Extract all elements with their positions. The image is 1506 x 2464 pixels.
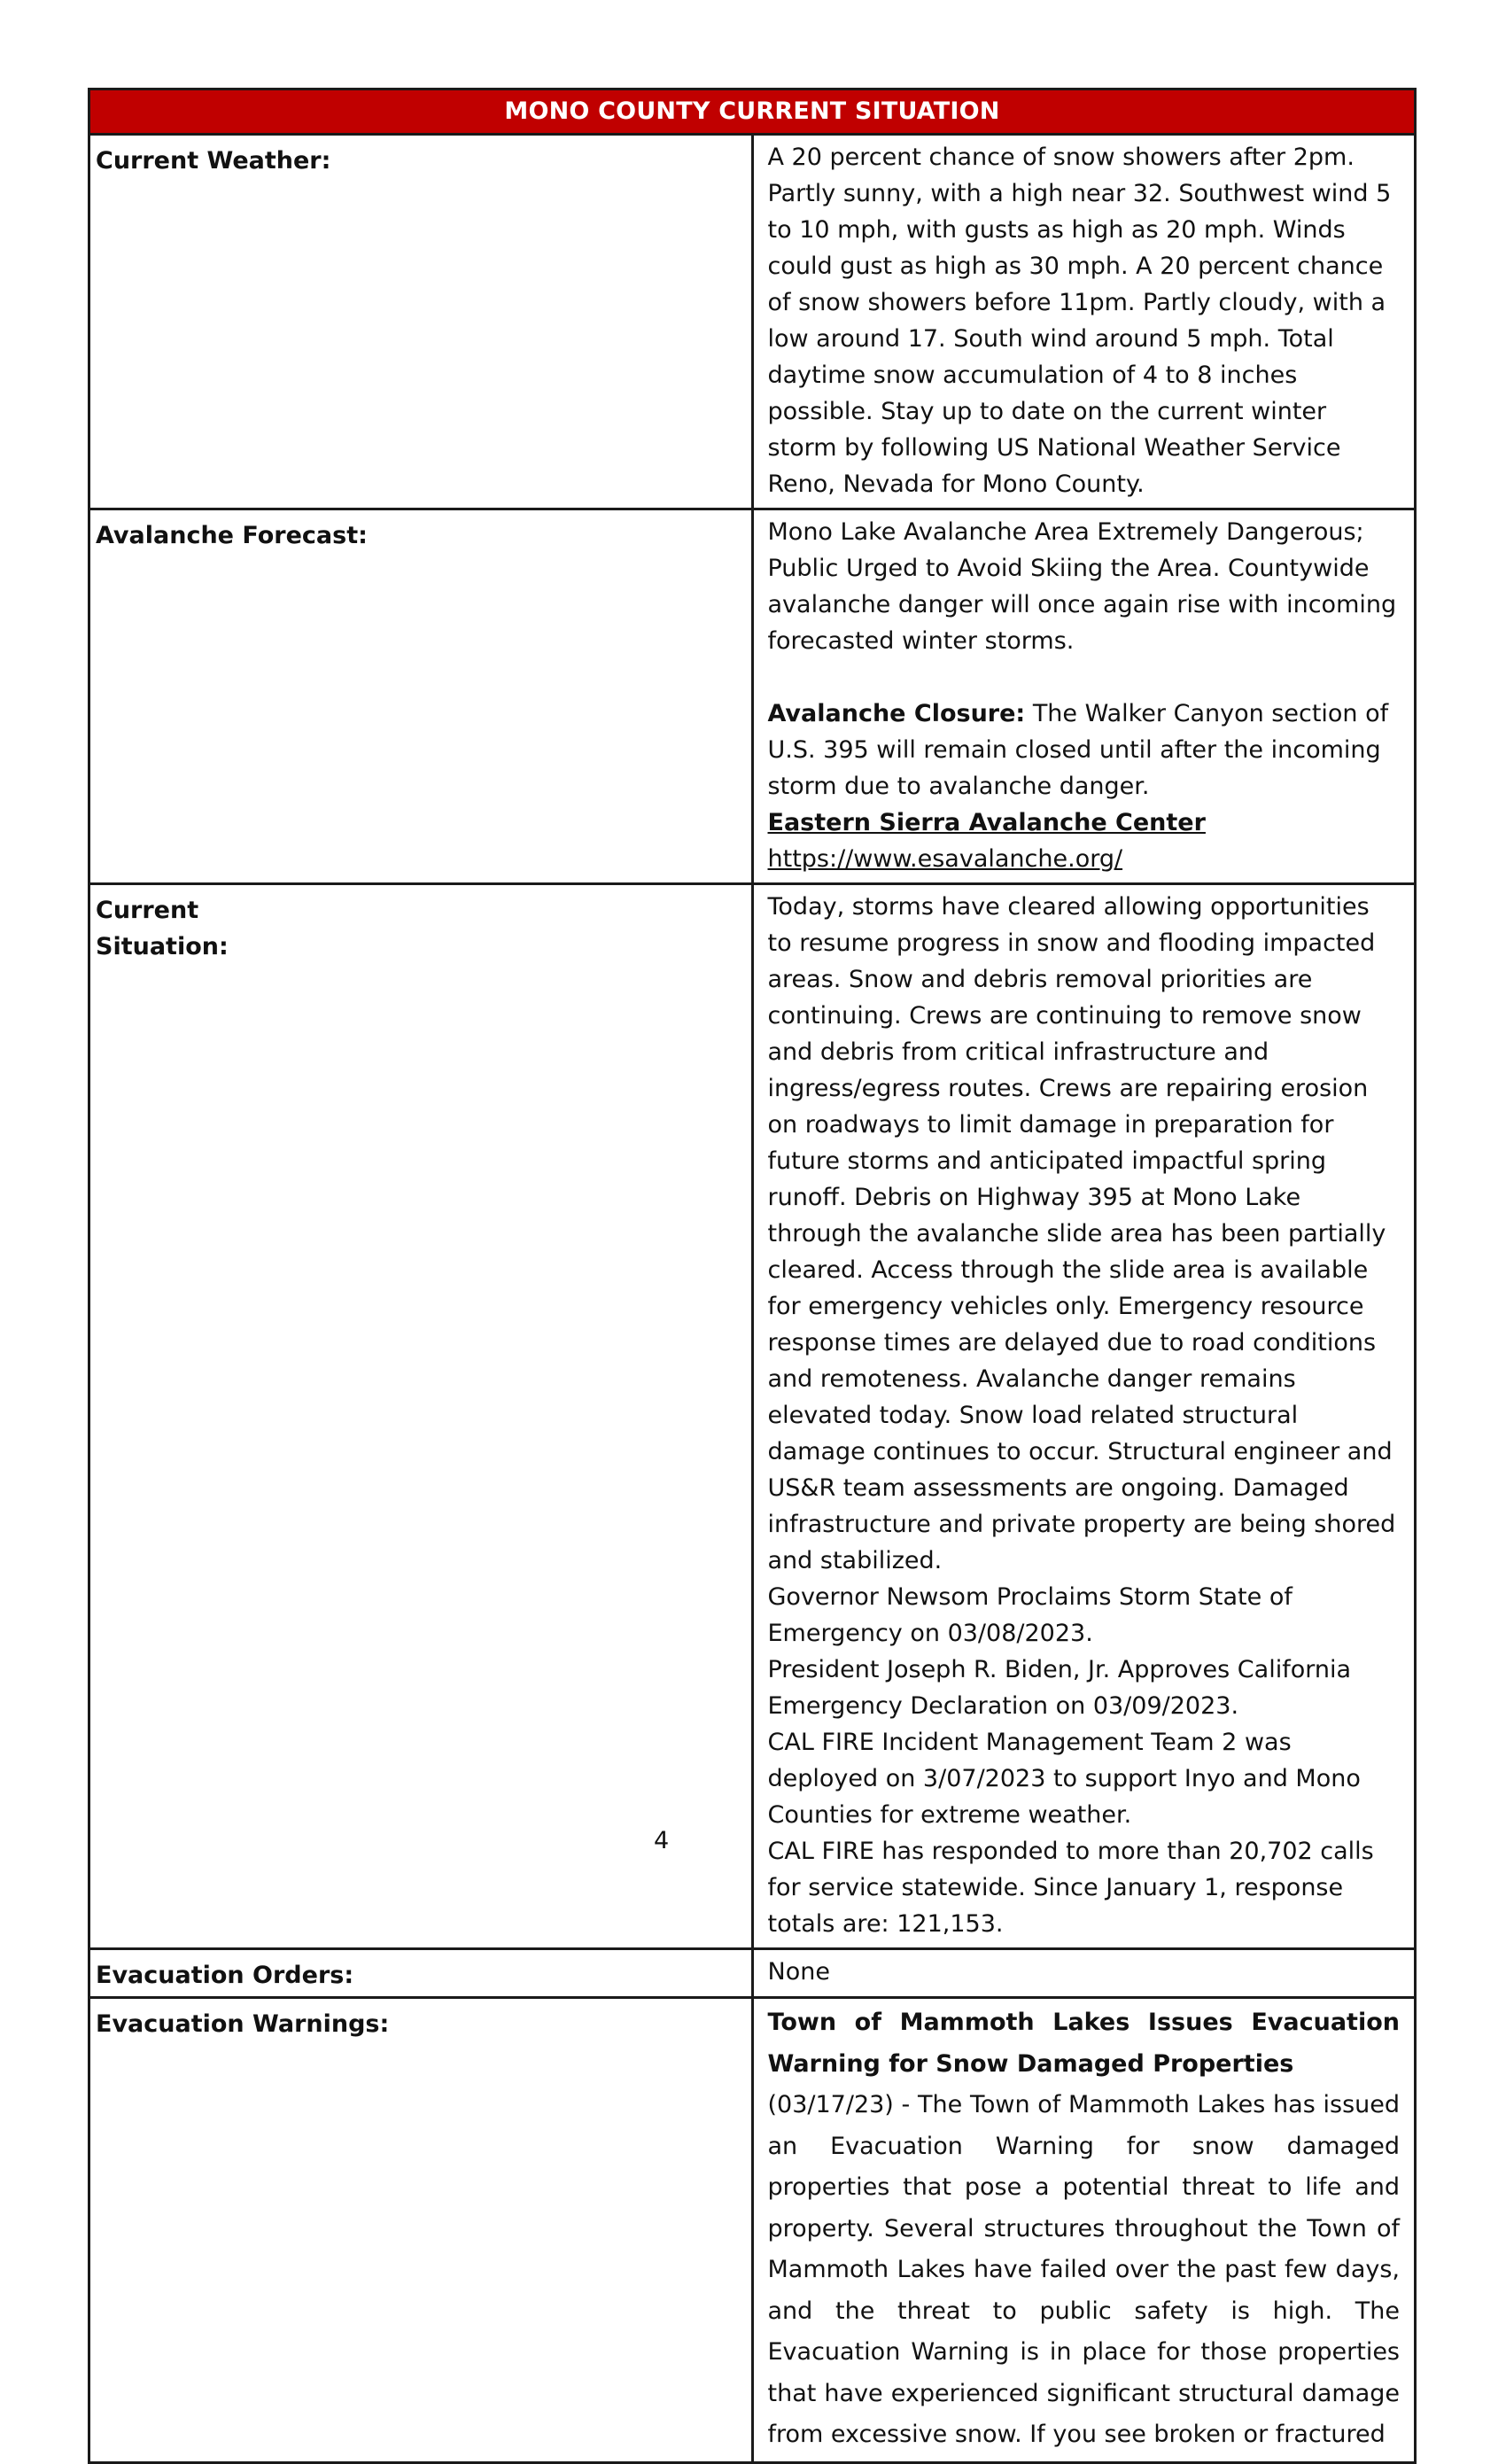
avalanche-forecast-text: Mono Lake Avalanche Area Extremely Dangerous; Public Urged to Avoid Skiing the Area. Countywide avalanche danger will once again rise with incoming forecasted winter storms. xyxy=(767,518,1397,655)
situation-cell xyxy=(752,884,1416,1949)
evacuation-orders-row xyxy=(89,1949,1416,1998)
situation-report xyxy=(88,88,1417,2464)
president-declaration: President Joseph R. Biden, Jr. Approves California Emergency Declaration on 03/09/2023. xyxy=(767,1656,1352,1720)
weather-label: Current Weather: xyxy=(89,135,753,509)
situation-label xyxy=(89,884,753,1949)
spacer xyxy=(768,659,1401,696)
calfire-team: CAL FIRE Incident Management Team 2 was deployed on 3/07/2023 to support Inyo and Mono Counties for extreme weather. xyxy=(767,1729,1361,1829)
situation-table xyxy=(88,88,1417,2464)
avalanche-row xyxy=(89,509,1416,884)
situation-text: Today, storms have cleared allowing opportunities to resume progress in snow and flooding impacted areas. Snow and debris removal priorities are continuing. Crews are continuing to remove snow and debris from critical infrastructure and ingress/egress routes. Crews are repairing erosion on roadways to limit damage in preparation for future storms and anticipated impactful spring runoff. Debris on Highway 395 at Mono Lake through the avalanche slide area has been partially cleared. Access through the slide area is available for emergency vehicles only. Emergency resource response times are delayed due to road conditions and remoteness. Avalanche danger remains elevated today. Snow load related structural damage continues to occur. Structural engineer and US&R team assessments are ongoing. Damaged infrastructure and private property are being shored and stabilized. xyxy=(767,893,1396,1574)
evacuation-orders-text: None xyxy=(752,1949,1416,1998)
evacuation-warning-title: Town of Mammoth Lakes Issues Evacuation Warning for Snow Damaged Properties xyxy=(767,2009,1400,2078)
evacuation-warnings-row xyxy=(89,1998,1416,2463)
governor-proclamation: Governor Newsom Proclaims Storm State of Emergency on 03/08/2023. xyxy=(767,1583,1293,1647)
situation-label-line1: Current xyxy=(96,897,199,924)
avalanche-center-link[interactable]: Eastern Sierra Avalanche Center xyxy=(767,809,1206,836)
table-title: MONO COUNTY CURRENT SITUATION xyxy=(89,89,1416,135)
weather-text: A 20 percent chance of snow showers after 2pm. Partly sunny, with a high near 32. Southwest wind 5 to 10 mph, with gusts as high as 20 mph. Winds could gust as high as 30 mph. A 20 percent chance of snow showers before 11pm. Partly cloudy, with a low around 17. South wind around 5 mph. Total daytime snow accumulation of 4 to 8 inches possible. Stay up to date on the current winter storm by following US National Weather Service Reno, Nevada for Mono County. xyxy=(752,135,1416,509)
evacuation-warning-text: (03/17/23) - The Town of Mammoth Lakes has issued an Evacuation Warning for snow damaged properties that pose a potential threat to life and property. Several structures throughout the Town of Mammoth Lakes have failed over the past few days, and the threat to public safety is high. The Evacuation Warning is in place for those properties that have experienced significant structural damage from excessive snow. If you see broken or fractured xyxy=(767,2091,1400,2448)
calfire-calls: CAL FIRE has responded to more than 20,702 calls for service statewide. Since January 1, response totals are: 121,153. xyxy=(767,1838,1374,1938)
weather-row xyxy=(89,135,1416,509)
page-number: 4 xyxy=(654,1827,670,1854)
evacuation-warnings-cell xyxy=(752,1998,1416,2463)
table-header-row xyxy=(89,89,1416,135)
evacuation-orders-label: Evacuation Orders: xyxy=(89,1949,753,1998)
situation-label-line2: Situation: xyxy=(96,933,229,960)
situation-row xyxy=(89,884,1416,1949)
avalanche-closure-text: The Walker Canyon section of U.S. 395 will remain closed until after the incoming storm due to avalanche danger. xyxy=(767,700,1389,800)
avalanche-closure-label: Avalanche Closure: xyxy=(767,700,1026,727)
avalanche-center-url[interactable]: https://www.esavalanche.org/ xyxy=(767,845,1123,873)
evacuation-warnings-label: Evacuation Warnings: xyxy=(89,1998,753,2463)
avalanche-cell xyxy=(752,509,1416,884)
avalanche-closure xyxy=(768,696,1401,804)
avalanche-label: Avalanche Forecast: xyxy=(89,509,753,884)
